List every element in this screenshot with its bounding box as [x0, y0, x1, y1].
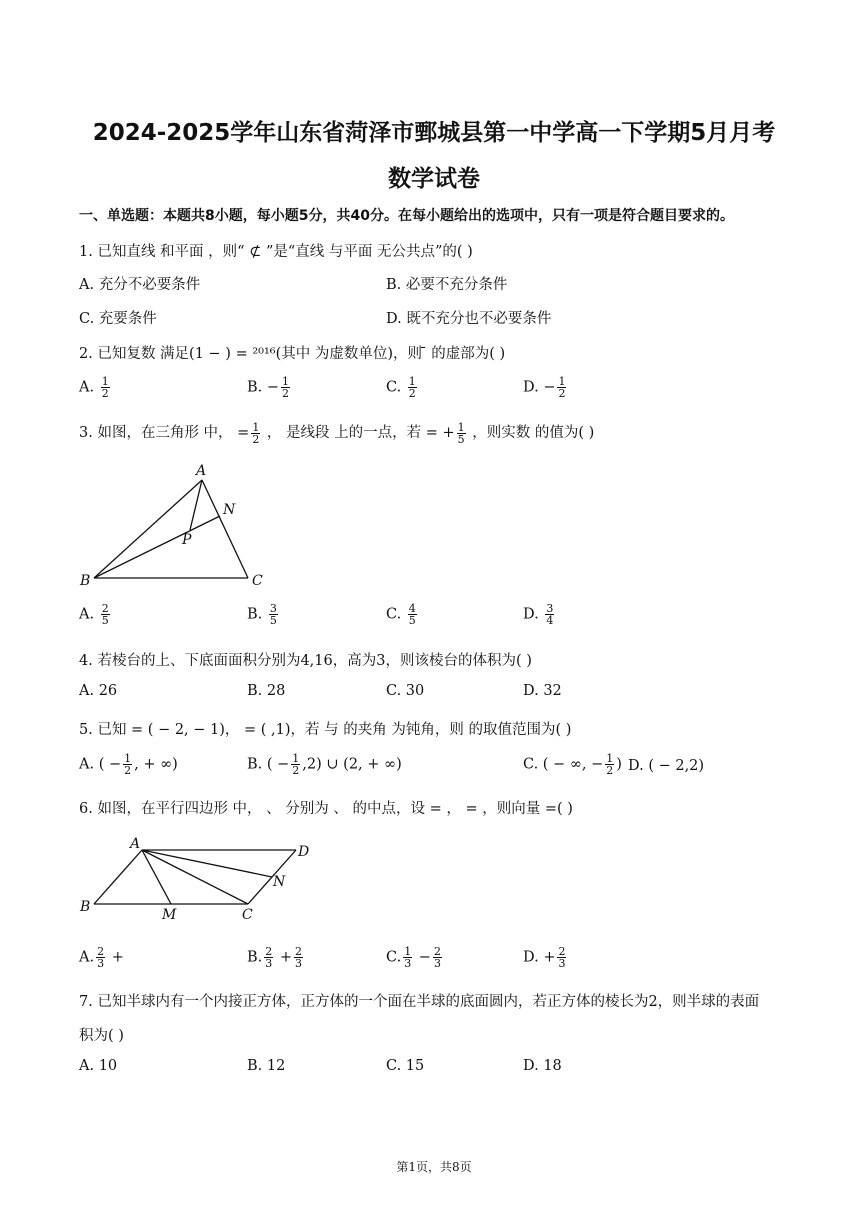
question-5-stem: 5. 已知 = ( − 2, − 1)， = ( ,1)，若 与 的夹角 为钝角，则 的取值范围为( ) — [79, 722, 572, 738]
q3-option-c: C. $\frac{4}{5}$ — [386, 602, 416, 627]
label-n: N — [223, 502, 236, 518]
q7-option-c: C. 15 — [386, 1058, 425, 1074]
q3-option-a: A. $\frac{2}{5}$ — [79, 602, 109, 627]
q1-option-d: D. 既不充分也不必要条件 — [386, 311, 552, 327]
q2-option-b: B. − $\frac{1}{2}$ — [247, 375, 290, 400]
segment-ac — [202, 480, 248, 578]
q6-option-c: C. $\frac{1}{3}$ − $\frac{2}{3}$ — [386, 945, 441, 970]
q7-option-d: D. 18 — [523, 1058, 562, 1074]
q6-option-d: D. + $\frac{2}{3}$ — [523, 945, 566, 970]
label-c: C — [252, 573, 263, 589]
label-m: M — [162, 907, 177, 923]
segment-ap — [190, 480, 202, 530]
section-heading: 一、单选题：本题共8小题，每小题5分，共40分。在每小题给出的选项中，只有一项是符合题目要求的。 — [79, 208, 734, 224]
q6-option-a: A. $\frac{2}{3}$ + — [79, 945, 124, 970]
label-d: D — [298, 844, 310, 860]
q5-option-b: B. ( − $\frac{1}{2}$ ,2) ∪ (2, + ∞) — [247, 752, 402, 777]
exam-title-line1: 2024-2025学年山东省菏泽市鄄城县第一中学高一下学期5月月考 — [92, 120, 776, 146]
question-7-stem-line2: 积为( ) — [79, 1028, 124, 1044]
q1-option-a: A. 充分不必要条件 — [79, 277, 201, 293]
question-6-stem: 6. 如图，在平行四边形 中， 、 分别为 、 的中点，设 = ， = ，则向量 =( ) — [79, 801, 573, 817]
q1-option-c: C. 充要条件 — [79, 311, 157, 327]
page-footer: 第1页，共8页 — [396, 1160, 472, 1174]
q4-option-d: D. 32 — [523, 683, 562, 699]
q5-option-c: C. ( − ∞, − $\frac{1}{2}$ ) — [523, 752, 622, 777]
q4-option-a: A. 26 — [79, 683, 118, 699]
segment-ab — [94, 850, 142, 904]
q7-option-b: B. 12 — [247, 1058, 286, 1074]
label-n: N — [273, 874, 286, 890]
segment-bn — [94, 516, 220, 578]
q1-option-b: B. 必要不充分条件 — [386, 277, 508, 293]
question-4-stem: 4. 若棱台的上、下底面面积分别为4,16，高为3，则该棱台的体积为( ) — [79, 653, 532, 669]
q6-option-b: B. $\frac{2}{3}$ + $\frac{2}{3}$ — [247, 945, 303, 970]
label-c: C — [242, 907, 253, 923]
q7-option-a: A. 10 — [79, 1058, 118, 1074]
q3-option-d: D. $\frac{3}{4}$ — [523, 602, 554, 627]
q2-option-d: D. − $\frac{1}{2}$ — [523, 375, 566, 400]
label-a: A — [196, 463, 207, 479]
question-2-stem: 2. 已知复数 满足(1 − ) = ²⁰¹⁶(其中 为虚数单位)，则 ̄ 的虚部为( ) — [79, 346, 506, 362]
q5-option-a: A. ( − $\frac{1}{2}$ , + ∞) — [79, 752, 178, 777]
question-1-stem: 1. 已知直线 和平面 ，则“ ⊄ ”是“直线 与平面 无公共点”的( ) — [79, 244, 473, 260]
label-a: A — [130, 836, 141, 852]
triangle-figure — [76, 458, 276, 590]
label-b: B — [80, 899, 91, 915]
question-7-stem-line1: 7. 已知半球内有一个内接正方体，正方体的一个面在半球的底面圆内，若正方体的棱长为2，则半球的表面 — [79, 994, 760, 1010]
label-p: P — [182, 532, 192, 548]
question-3-stem: 3. 如图，在三角形 中， = $\frac{1}{2}$ ， 是线段 上的一点，若 = + $\frac{1}{5}$ ，则实数 的值为( ) — [79, 420, 595, 446]
segment-ac — [142, 850, 248, 904]
q4-option-b: B. 28 — [247, 683, 286, 699]
segment-an — [142, 850, 272, 877]
exam-title-line2: 数学试卷 — [388, 166, 480, 192]
q4-option-c: C. 30 — [386, 683, 425, 699]
label-b: B — [80, 573, 91, 589]
segment-ab — [94, 480, 202, 578]
parallelogram-figure — [76, 832, 326, 924]
q2-option-c: C. $\frac{1}{2}$ — [386, 375, 416, 400]
q5-option-d: D. ( − 2,2) — [628, 758, 705, 774]
q2-option-a: A. $\frac{1}{2}$ — [79, 375, 109, 400]
q3-option-b: B. $\frac{3}{5}$ — [247, 602, 277, 627]
